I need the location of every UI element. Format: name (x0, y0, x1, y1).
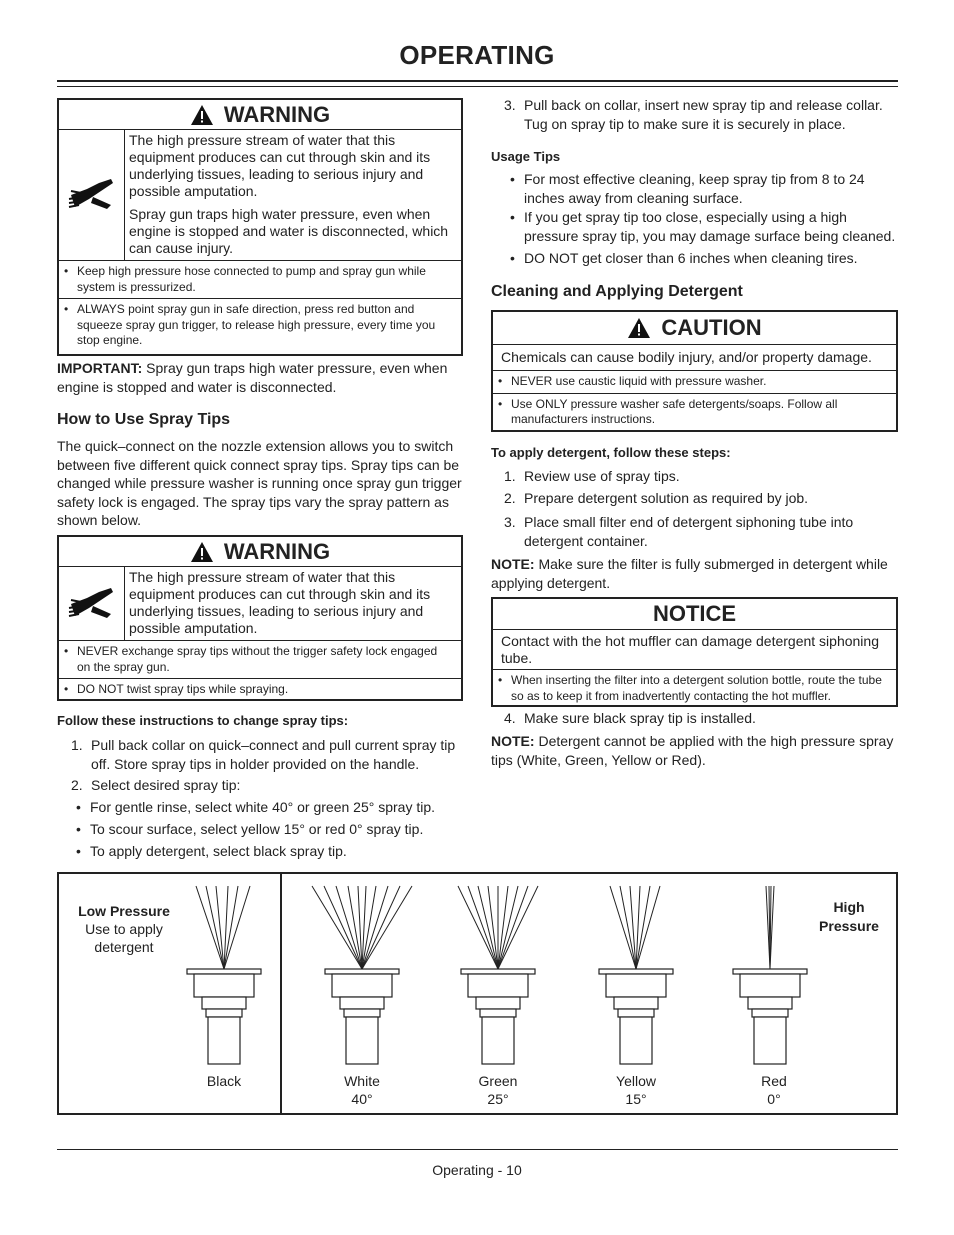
tip-label-green: Green 25° (478, 1073, 518, 1107)
nozzle-part (461, 969, 535, 974)
step-3: 3. Pull back on collar, insert new spray tip and release collar. Tug on spray tip to make sure it is securely in place. (504, 97, 883, 132)
spray-line (498, 886, 538, 969)
nozzle-part (482, 1017, 514, 1064)
warning-bullet: • ALWAYS point spray gun in safe direction, press red button and squeeze spray gun trigger, to release high pressure, every time you stop engine. (59, 299, 461, 352)
title-rule-thin (57, 86, 898, 87)
nozzle-yellow (599, 886, 673, 1064)
page-title: OPERATING (399, 40, 555, 70)
tip-label-black: Black (206, 1073, 242, 1089)
notice-title: NOTICE (652, 601, 737, 626)
apply-detergent-heading: To apply detergent, follow these steps: (491, 445, 731, 460)
note-label: NOTE: (491, 556, 535, 572)
nozzle-part (476, 997, 520, 1009)
nozzle-part (480, 1009, 516, 1017)
nozzle-part (346, 1017, 378, 1064)
note-text: Detergent cannot be applied with the high pressure spray tips (White, Green, Yellow or Red). (491, 733, 894, 768)
warning-title: WARNING (223, 101, 331, 127)
important-note (57, 359, 463, 396)
note-text: Make sure the filter is fully submerged in detergent while applying detergent. (491, 556, 888, 591)
nozzle-part (752, 1009, 788, 1017)
spray-line (478, 886, 498, 969)
nozzle-part (620, 1017, 652, 1064)
nozzle-part (748, 997, 792, 1009)
title-rule (57, 80, 898, 82)
caution-title: CAUTION (661, 315, 762, 340)
warning-bullet: • DO NOT twist spray tips while spraying. (59, 679, 461, 701)
note-1 (491, 555, 898, 592)
warning-bullet: • Keep high pressure hose connected to pump and spray gun while system is pressurized. (59, 261, 461, 299)
how-to-use-heading: How to Use Spray Tips (57, 411, 231, 428)
warning-text-2: Spray gun traps high water pressure, even when engine is stopped and water is disconnected, which can cause injury. (129, 206, 449, 256)
apply-step-3: 3. Place small filter end of detergent siphoning tube into detergent container. (504, 514, 854, 549)
tip-bullet: • To apply detergent, select black spray tip. (76, 842, 463, 861)
page-footer: Operating - 10 (432, 1162, 522, 1178)
high-pressure-label: High Pressure (819, 899, 879, 934)
warning-triangle-icon (190, 104, 214, 126)
nozzle-part (202, 997, 246, 1009)
warning-triangle-icon (627, 317, 651, 339)
note-label: NOTE: (491, 733, 535, 749)
cleaning-heading: Cleaning and Applying Detergent (491, 283, 743, 300)
step-1: 1. Pull back collar on quick–connect and pull current spray tip off. Store spray tips in holder provided on the handle. (71, 737, 456, 772)
usage-bullet: • For most effective cleaning, keep spray tip from 8 to 24 inches away from cleaning surface. (510, 170, 898, 207)
usage-bullet: • If you get spray tip too close, especially using a high pressure spray tip, you may damage surface being cleaned. (510, 208, 898, 245)
spray-line (458, 886, 498, 969)
notice-text: Contact with the hot muffler can damage detergent siphoning tube. (493, 630, 896, 670)
footer-rule (57, 1149, 898, 1150)
warning-box-2 (57, 535, 463, 701)
nozzle-part (332, 974, 392, 997)
notice-box (491, 597, 898, 707)
nozzle-part (740, 974, 800, 997)
notice-header (493, 599, 896, 630)
caution-header (493, 312, 896, 345)
apply-step-1: 1. Review use of spray tips. (504, 468, 680, 484)
spray-line (206, 886, 224, 969)
nozzle-red (733, 886, 807, 1064)
warning-text-1: The high pressure stream of water that this equipment produces can cut through skin and its underlying tissues, leading to serious injury and possible amputation. (129, 569, 431, 636)
tip-bullet: • To scour surface, select yellow 15° or red 0° spray tip. (76, 820, 463, 839)
nozzle-part (618, 1009, 654, 1017)
tip-label-white: White 40° (344, 1073, 380, 1107)
nozzle-part (344, 1009, 380, 1017)
nozzle-part (187, 969, 261, 974)
caution-bullet: • NEVER use caustic liquid with pressure washer. (493, 371, 896, 394)
important-text: Spray gun traps high water pressure, even when engine is stopped and water is disconnected. (57, 360, 448, 395)
warning-box-1 (57, 98, 463, 356)
warning-text-1: The high pressure stream of water that this equipment produces can cut through skin and its underlying tissues, leading to serious injury and possible amputation. (129, 132, 431, 199)
tip-bullet: • For gentle rinse, select white 40° or green 25° spray tip. (76, 798, 463, 817)
nozzle-part (325, 969, 399, 974)
usage-tips-heading: Usage Tips (491, 149, 561, 164)
how-to-use-text: The quick–connect on the nozzle extension allows you to switch between five different quick connect spray tips. Spray tips can be changed while pressure washer is running once spray gun trigger safety lock is engaged. The spray tips vary the spray pattern as shown below. (57, 438, 462, 528)
nozzle-green (458, 886, 538, 1064)
nozzle-part (754, 1017, 786, 1064)
note-2 (491, 732, 898, 769)
spray-line (362, 886, 400, 969)
apply-step-2: 2. Prepare detergent solution as required by job. (504, 490, 809, 506)
tip-label-yellow: Yellow 15° (616, 1073, 656, 1107)
apply-step-4: 4. Make sure black spray tip is installed. (504, 710, 756, 726)
caution-box (491, 310, 898, 432)
nozzle-white (312, 886, 412, 1064)
spray-line (324, 886, 362, 969)
usage-bullet: • DO NOT get closer than 6 inches when cleaning tires. (510, 249, 898, 268)
nozzle-part (208, 1017, 240, 1064)
warning-bullet: • NEVER exchange spray tips without the trigger safety lock engaged on the spray gun. (59, 641, 461, 679)
nozzle-part (468, 974, 528, 997)
nozzle-part (206, 1009, 242, 1017)
spray-tips-diagram (57, 872, 898, 1115)
spray-line (610, 886, 636, 969)
step-2: 2. Select desired spray tip: (71, 777, 241, 793)
caution-text: Chemicals can cause bodily injury, and/or property damage. (493, 345, 896, 371)
important-label: IMPORTANT: (57, 360, 143, 376)
caution-bullet: • Use ONLY pressure washer safe detergents/soaps. Follow all manufacturers instructions. (493, 394, 896, 431)
spray-line (630, 886, 636, 969)
nozzle-black (187, 886, 261, 1064)
spray-line (498, 886, 518, 969)
warning-title: WARNING (223, 538, 331, 564)
spray-line (620, 886, 636, 969)
warning-header (59, 537, 461, 567)
nozzle-part (606, 974, 666, 997)
notice-bullet: • When inserting the filter into a detergent solution bottle, route the tube so as to keep it from inadvertently contacting the hot muffler. (493, 670, 896, 707)
spray-cut-hand-icon (59, 567, 125, 640)
nozzle-part (733, 969, 807, 974)
low-pressure-label: Low Pressure Use to apply detergent (78, 903, 170, 955)
nozzle-part (599, 969, 673, 974)
tip-label-red: Red 0° (761, 1073, 787, 1107)
nozzle-part (194, 974, 254, 997)
warning-triangle-icon (190, 541, 214, 563)
warning-header (59, 100, 461, 130)
spray-cut-hand-icon (59, 130, 125, 260)
follow-instructions-heading: Follow these instructions to change spray tips: (57, 713, 349, 728)
nozzle-part (340, 997, 384, 1009)
nozzle-part (614, 997, 658, 1009)
